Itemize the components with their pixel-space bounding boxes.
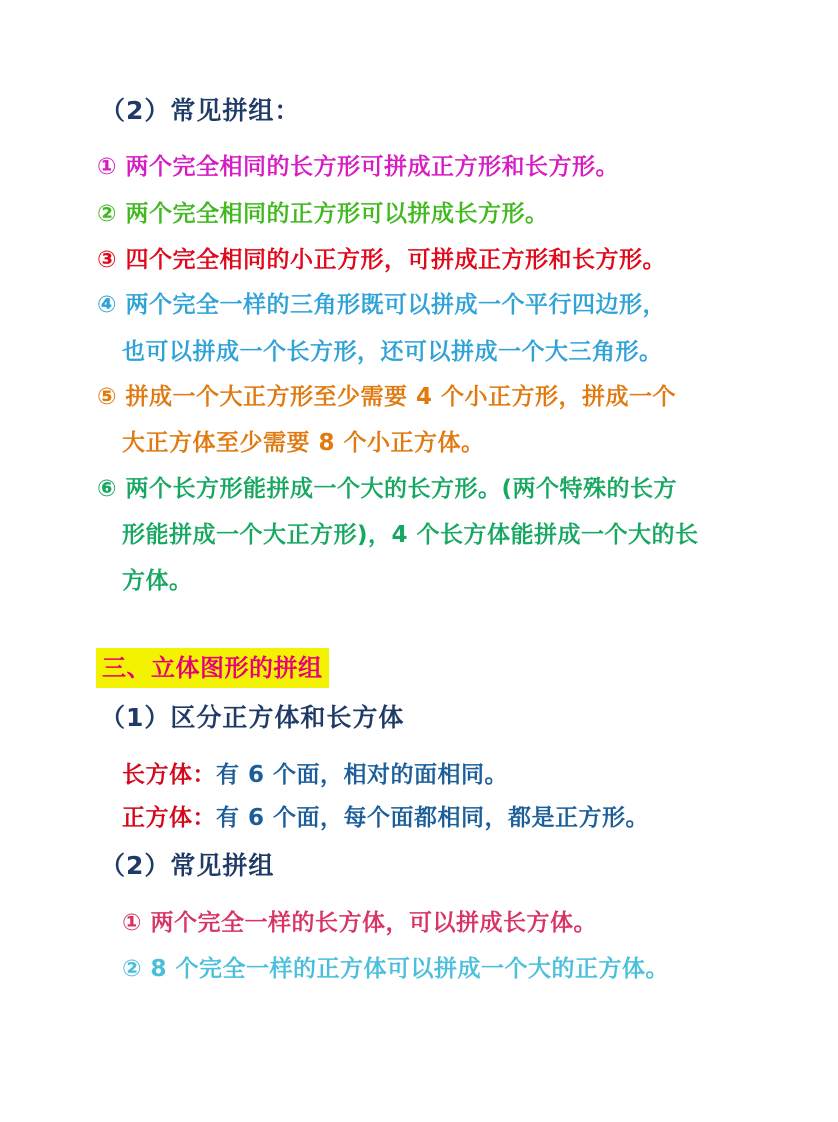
item-5-line-2: 大正方体至少需要 8 个小正方体。 [122, 430, 485, 456]
cuboid-desc: 有 6 个面，相对的面相同。 [216, 762, 509, 788]
cube-line [122, 803, 649, 833]
cube-term: 正方体： [122, 805, 216, 831]
section2-heading: （2）常见拼组： [100, 96, 301, 125]
section3-title: 三、立体图形的拼组 [96, 648, 329, 688]
item-3d-1: ① 两个完全一样的长方体，可以拼成长方体。 [122, 910, 597, 936]
sub1-heading: （1）区分正方体和长方体 [100, 703, 405, 732]
cube-desc: 有 6 个面，每个面都相同，都是正方形。 [216, 805, 650, 831]
item-4-line-1: ④ 两个完全一样的三角形既可以拼成一个平行四边形， [97, 292, 666, 318]
cuboid-line [122, 760, 508, 790]
item-6-line-1: ⑥ 两个长方形能拼成一个大的长方形。(两个特殊的长方 [97, 476, 677, 502]
cuboid-term: 长方体： [122, 762, 216, 788]
item-4-line-2: 也可以拼成一个长方形，还可以拼成一个大三角形。 [122, 339, 663, 365]
item-3d-2: ② 8 个完全一样的正方体可以拼成一个大的正方体。 [122, 956, 669, 982]
item-6-line-2: 形能拼成一个大正方形)，4 个长方体能拼成一个大的长 [122, 522, 699, 548]
item-3: ③ 四个完全相同的小正方形，可拼成正方形和长方形。 [97, 247, 666, 273]
item-6-line-3: 方体。 [122, 568, 193, 594]
item-1: ① 两个完全相同的长方形可拼成正方形和长方形。 [97, 154, 619, 180]
sub2-heading: （2）常见拼组 [100, 851, 275, 880]
item-2: ② 两个完全相同的正方形可以拼成长方形。 [97, 201, 549, 227]
item-5-line-1: ⑤ 拼成一个大正方形至少需要 4 个小正方形，拼成一个 [97, 384, 676, 410]
